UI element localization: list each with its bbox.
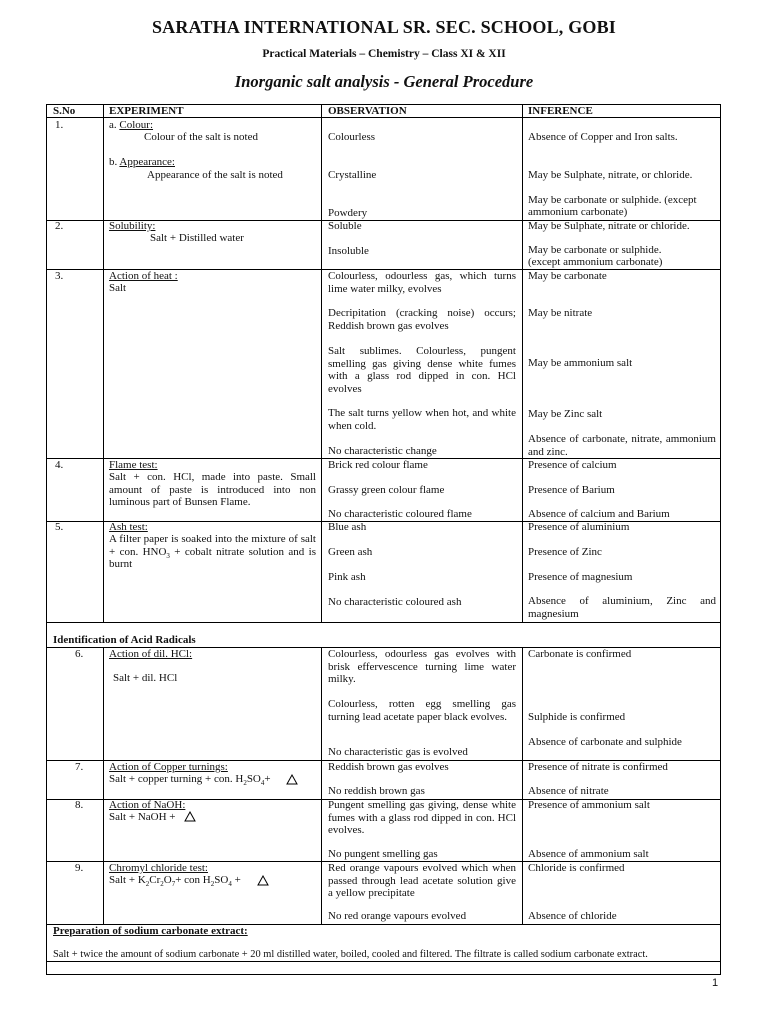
- inference-text: May be Sulphate, nitrate or chloride.: [528, 220, 690, 232]
- experiment-description: Salt: [109, 282, 127, 294]
- inference-text: Absence of calcium and Barium: [528, 508, 670, 520]
- column-header-sno: S.No: [53, 105, 76, 117]
- inference-text: Presence of aluminium: [528, 521, 630, 533]
- observation-text: No characteristic gas is evolved: [328, 746, 468, 758]
- observation-text: Red orange vapours evolved which when passed through lead acetate solution give a yellow precipitate: [328, 862, 516, 899]
- section-heading: Identification of Acid Radicals: [53, 634, 196, 646]
- column-rule: [321, 647, 322, 924]
- extract-title: Preparation of sodium carbonate extract:: [53, 925, 248, 937]
- inference-text: Presence of ammonium salt: [528, 799, 650, 811]
- inference-text: Chloride is confirmed: [528, 862, 625, 874]
- procedure-table: [46, 104, 721, 975]
- experiment-description: Salt + $K_2Cr_2O_7+$ con $H_2SO_4$ +: [109, 874, 241, 889]
- column-rule: [103, 647, 104, 924]
- experiment-description: Salt + Distilled water: [150, 232, 244, 244]
- inference-text: Carbonate is confirmed: [528, 648, 632, 660]
- inference-text: Absence of carbonate and sulphide: [528, 736, 682, 748]
- experiment-title: Solubility:: [109, 220, 156, 232]
- inference-text: Absence of carbonate, nitrate, ammonium and zinc.: [528, 433, 716, 458]
- observation-text: Green ash: [328, 546, 373, 558]
- inference-text: ammonium carbonate): [528, 206, 628, 218]
- experiment-description: Salt + NaOH +: [109, 811, 176, 823]
- observation-text: Crystalline: [328, 169, 377, 181]
- observation-text: Decripitation (cracking noise) occurs; Reddish brown gas evolves: [328, 307, 516, 332]
- row-number: 5.: [55, 521, 64, 533]
- observation-text: No characteristic coloured flame: [328, 508, 472, 520]
- observation-text: Colourless: [328, 131, 376, 143]
- column-rule: [103, 105, 104, 622]
- experiment-title: Action of dil. HCl:: [109, 648, 193, 660]
- inference-text: May be ammonium salt: [528, 357, 633, 369]
- observation-text: Colourless, odourless gas evolves with brisk effervescence turning lime water milky.: [328, 648, 516, 685]
- inference-text: Sulphide is confirmed: [528, 711, 626, 723]
- observation-text: Blue ash: [328, 521, 367, 533]
- procedure-heading: Inorganic salt analysis - General Procedure: [234, 72, 534, 91]
- experiment-title: a. Colour:: [109, 119, 154, 131]
- observation-text: Insoluble: [328, 245, 369, 257]
- observation-text: No pungent smelling gas: [328, 848, 438, 860]
- inference-text: May be carbonate: [528, 270, 607, 282]
- observation-text: Brick red colour flame: [328, 459, 428, 471]
- row-number: 4.: [55, 459, 64, 471]
- inference-text: May be Zinc salt: [528, 408, 603, 420]
- inference-text: Absence of nitrate: [528, 785, 609, 797]
- observation-text: Colourless, rotten egg smelling gas turning lead acetate paper black evolves.: [328, 698, 516, 723]
- inference-text: May be carbonate or sulphide. (except: [528, 194, 697, 206]
- row-number: 3.: [55, 270, 64, 282]
- inference-text: May be Sulphate, nitrate, or chloride.: [528, 169, 693, 181]
- column-rule: [522, 105, 523, 622]
- school-title: SARATHA INTERNATIONAL SR. SEC. SCHOOL, GOBI: [151, 17, 617, 37]
- heat-triangle-icon: [257, 875, 269, 886]
- observation-text: The salt turns yellow when hot, and white when cold.: [328, 407, 516, 432]
- experiment-description: Salt + dil. HCl: [113, 672, 178, 684]
- row-number: 6.: [75, 648, 84, 660]
- experiment-title: Flame test:: [109, 459, 158, 471]
- inference-text: Presence of magnesium: [528, 571, 633, 583]
- column-header-inference: INFERENCE: [528, 105, 593, 117]
- inference-text: May be nitrate: [528, 307, 593, 319]
- column-header-experiment: EXPERIMENT: [109, 105, 184, 117]
- observation-text: No red orange vapours evolved: [328, 910, 467, 922]
- experiment-description: Salt + con. HCl, made into paste. Small amount of paste is introduced into non luminous part of Bunsen Flame.: [109, 471, 316, 508]
- observation-text: Colourless, odourless gas, which turns lime water milky, evolves: [328, 270, 516, 295]
- extract-text: Salt + twice the amount of sodium carbonate + 20 ml distilled water, boiled, cooled and filtered. The filtrate is called sodium carbonate extract.: [53, 949, 648, 960]
- observation-text: Soluble: [328, 220, 362, 232]
- inference-text: Absence of chloride: [528, 910, 617, 922]
- observation-text: No reddish brown gas: [328, 785, 425, 797]
- observation-text: No characteristic change: [328, 445, 437, 457]
- inference-text: Presence of calcium: [528, 459, 617, 471]
- experiment-title: b. Appearance:: [109, 156, 175, 168]
- inference-text: Presence of Zinc: [528, 546, 602, 558]
- heat-triangle-icon: [184, 811, 196, 822]
- experiment-title: Action of Copper turnings:: [109, 761, 228, 773]
- heat-triangle-icon: [286, 774, 298, 785]
- observation-text: No characteristic coloured ash: [328, 596, 462, 608]
- row-number: 7.: [75, 761, 84, 773]
- inference-text: Absence of Copper and Iron salts.: [528, 131, 678, 143]
- inference-text: Absence of ammonium salt: [528, 848, 649, 860]
- experiment-description: Appearance of the salt is noted: [147, 169, 283, 181]
- experiment-description: Salt + copper turning + con. $H_2SO_4+$: [109, 773, 271, 788]
- observation-text: Powdery: [328, 207, 368, 219]
- row-number: 8.: [75, 799, 84, 811]
- inference-text: Absence of aluminium, Zinc and magnesium: [528, 595, 716, 620]
- column-rule: [321, 105, 322, 622]
- experiment-title: Action of NaOH:: [109, 799, 186, 811]
- row-number: 1.: [55, 119, 64, 131]
- experiment-description: A filter paper is soaked into the mixture of salt + con. $HNO_3$ + cobalt nitrate solution and is burnt: [109, 533, 316, 570]
- page-number: 1: [712, 977, 719, 989]
- experiment-title: Chromyl chloride test:: [109, 862, 208, 874]
- document-subtitle: Practical Materials – Chemistry – Class XI & XII: [262, 48, 506, 60]
- observation-text: Reddish brown gas evolves: [328, 761, 449, 773]
- row-rule: [47, 622, 720, 623]
- observation-text: Salt sublimes. Colourless, pungent smelling gas giving dense white fumes with a glass rod dipped in con. HCl evolves: [328, 345, 516, 395]
- inference-text: Presence of nitrate is confirmed: [528, 761, 668, 773]
- inference-text: Presence of Barium: [528, 484, 615, 496]
- column-header-observation: OBSERVATION: [328, 105, 407, 117]
- observation-text: Pungent smelling gas giving, dense white fumes with a glass rod dipped in con. HCl evolves.: [328, 799, 516, 836]
- experiment-title: Ash test:: [109, 521, 148, 533]
- row-number: 2.: [55, 220, 64, 232]
- inference-text: (except ammonium carbonate): [528, 256, 663, 268]
- experiment-title: Action of heat :: [109, 270, 178, 282]
- row-number: 9.: [75, 862, 84, 874]
- inference-text: May be carbonate or sulphide.: [528, 244, 662, 256]
- experiment-description: Colour of the salt is noted: [144, 131, 258, 143]
- observation-text: Pink ash: [328, 571, 366, 583]
- observation-text: Grassy green colour flame: [328, 484, 445, 496]
- column-rule: [522, 647, 523, 924]
